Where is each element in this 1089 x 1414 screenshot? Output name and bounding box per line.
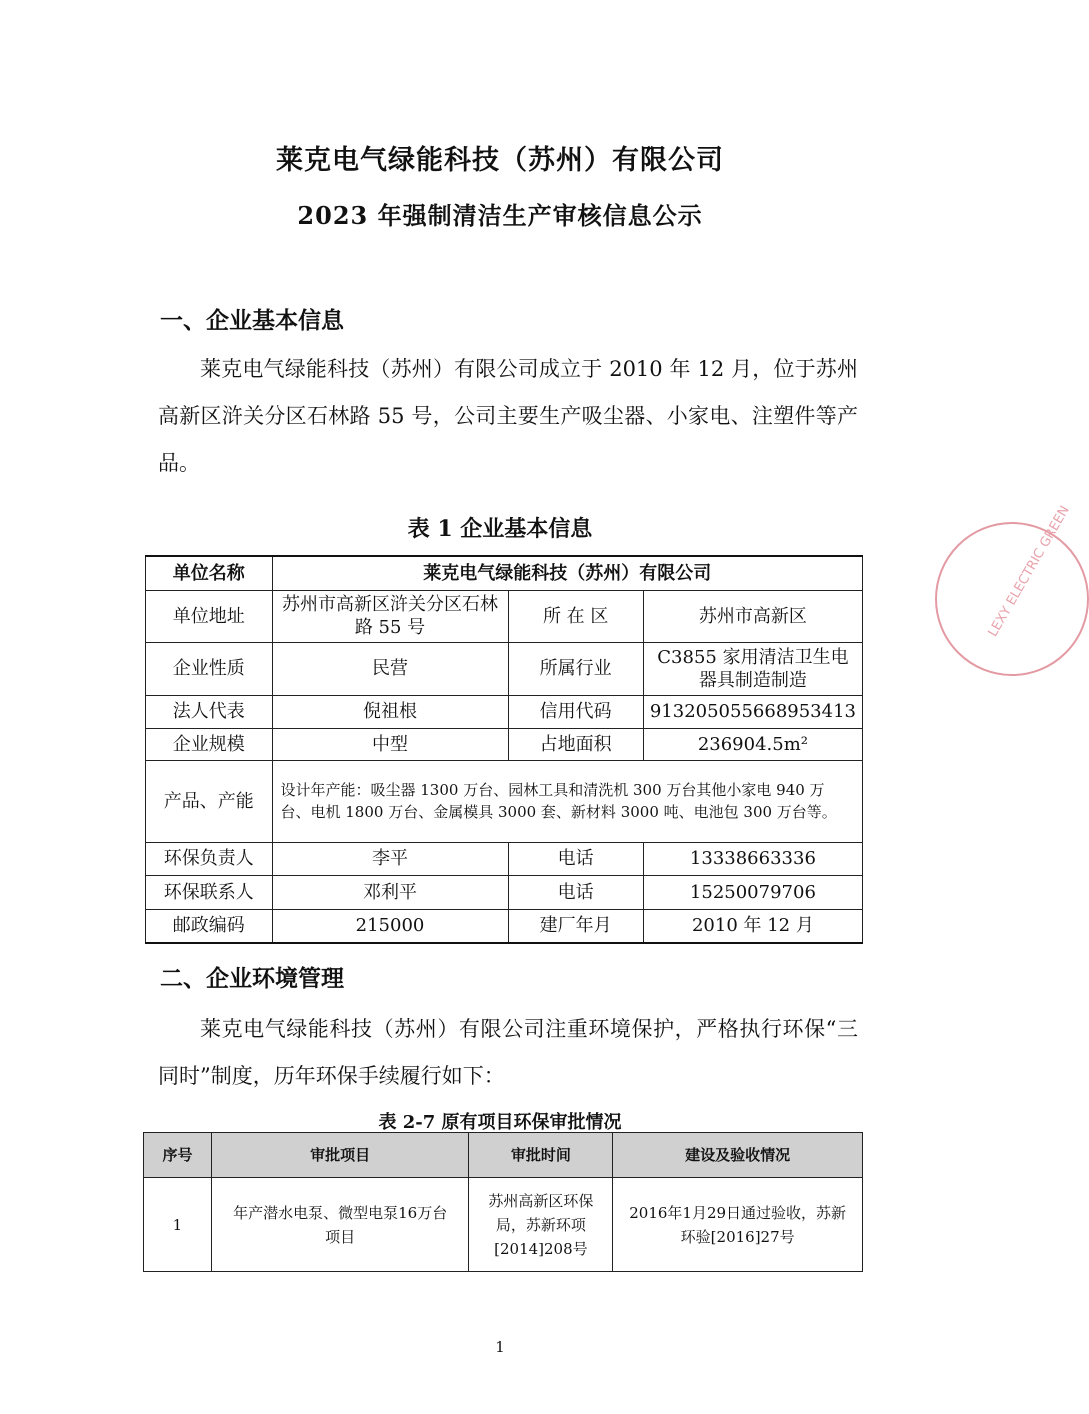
table-row [146,842,863,875]
table-row [146,909,863,943]
table-cell-label: 占地面积 [508,728,643,760]
table-row [146,695,863,728]
document-subtitle: 2023 年强制清洁生产审核信息公示 [297,201,703,230]
table-cell-value: 913205055668953413 [643,695,862,728]
table-cell-value: 215000 [272,909,508,943]
table-cell-value: 李平 [272,842,508,875]
table-cell: 年产潜水电泵、微型电泵16万台项目 [211,1178,469,1272]
table-cell-label: 所属行业 [508,642,643,695]
table-cell-label: 单位地址 [146,590,273,642]
table-cell-value: 苏州市高新区浒关分区石林路 55 号 [272,590,508,642]
table-cell-value: 民营 [272,642,508,695]
table-cell-value: 莱克电气绿能科技（苏州）有限公司 [272,556,863,590]
table-cell-value: C3855 家用清洁卫生电器具制造制造 [643,642,862,695]
document-title: 莱克电气绿能科技（苏州）有限公司 [276,145,724,176]
table-cell-label: 法人代表 [146,695,273,728]
table-row [146,642,863,695]
table-cell: 苏州高新区环保局，苏新环项[2014]208号 [469,1178,613,1272]
table-cell-label: 电话 [508,875,643,909]
page-number: 1 [495,1338,505,1356]
table-cell-label: 电话 [508,842,643,875]
company-seal-stamp [935,503,1089,676]
table-header-cell: 审批时间 [469,1133,613,1178]
table-cell-value: 邓利平 [272,875,508,909]
table-cell-value: 倪祖根 [272,695,508,728]
basic-info-table [145,555,863,944]
table-header-cell: 建设及验收情况 [613,1133,863,1178]
table2-caption: 表 2-7 原有项目环保审批情况 [378,1112,622,1133]
table-row [146,590,863,642]
table-cell-label: 所 在 区 [508,590,643,642]
table-cell-value: 苏州市高新区 [643,590,862,642]
table-row [144,1178,863,1272]
section-heading-env-management: 二、企业环境管理 [160,965,344,992]
table-cell-value: 13338663336 [643,842,862,875]
table-row [146,760,863,842]
section-heading-basic-info: 一、企业基本信息 [160,307,344,334]
table-row [146,875,863,909]
table1-caption: 表 1 企业基本信息 [407,516,593,542]
section-paragraph-basic-info: 莱克电气绿能科技（苏州）有限公司成立于 2010 年 12 月，位于苏州高新区浒关分区石林路 55 号，公司主要生产吸尘器、小家电、注塑件等产品。 [158,357,858,475]
table-cell-label: 环保负责人 [146,842,273,875]
table-cell-value: 15250079706 [643,875,862,909]
table-cell-label: 邮政编码 [146,909,273,943]
table-header-row [144,1133,863,1178]
approval-table [143,1132,863,1272]
table-cell-label: 企业规模 [146,728,273,760]
table-cell-value: 中型 [272,728,508,760]
table-row [146,556,863,590]
table-cell-label: 信用代码 [508,695,643,728]
table-cell-label: 建厂年月 [508,909,643,943]
table-row [146,728,863,760]
table-cell-label: 产品、产能 [146,760,273,842]
table-cell-value: 2010 年 12 月 [643,909,862,943]
table-cell-value: 设计年产能：吸尘器 1300 万台、园林工具和清洗机 300 万台其他小家电 940 万台、电机 1800 万台、金属模具 3000 套、新材料 3000 吨、电池包 300 万台等。 [272,760,863,842]
table-cell-label: 环保联系人 [146,875,273,909]
table-cell-label: 单位名称 [146,556,273,590]
table-cell: 2016年1月29日通过验收，苏新环验[2016]27号 [613,1178,863,1272]
table-header-cell: 审批项目 [211,1133,469,1178]
section-paragraph-env-management: 莱克电气绿能科技（苏州）有限公司注重环境保护，严格执行环保“三同时”制度，历年环保手续履行如下： [158,1017,858,1088]
seal-text: LEXY ELECTRIC GREEN [985,503,1073,640]
table-cell: 1 [144,1178,212,1272]
table-header-cell: 序号 [144,1133,212,1178]
table-cell-value: 236904.5m² [643,728,862,760]
table-cell-label: 企业性质 [146,642,273,695]
